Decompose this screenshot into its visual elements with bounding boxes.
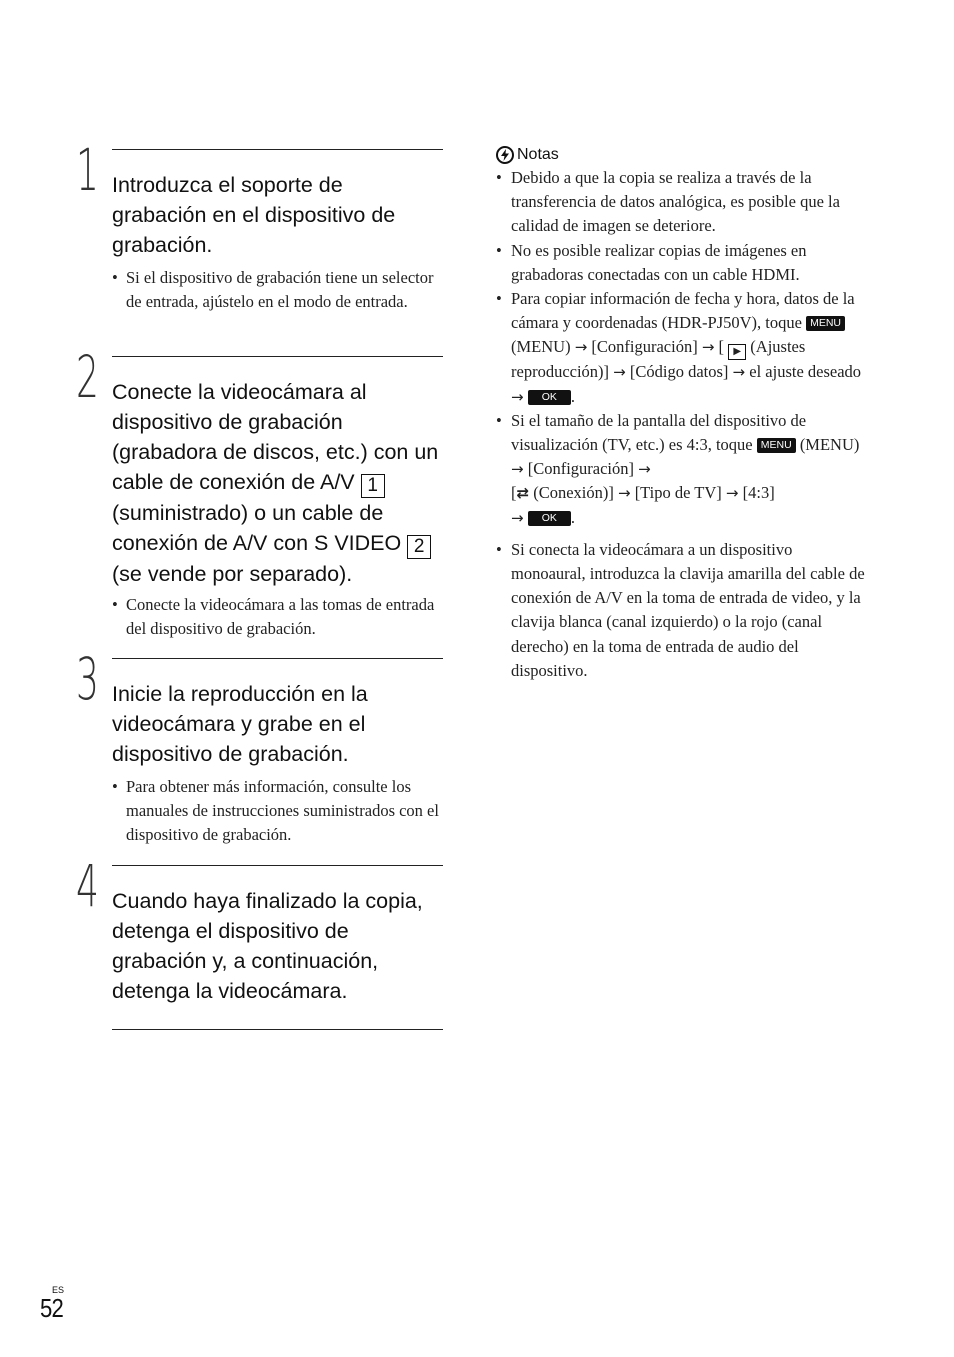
note-text: [Configuración] (591, 337, 698, 357)
note-text: [Tipo de TV] (634, 483, 722, 503)
arrow-right-icon: → (511, 460, 524, 479)
ok-button-icon: OK (528, 390, 571, 405)
box-number-2: 2 (407, 535, 431, 559)
step-title (112, 377, 442, 589)
arrow-right-icon: → (617, 484, 631, 503)
note-text: [4:3] (742, 483, 775, 503)
step-title-part: (suministrado) o un cable de conexión de A/V con S VIDEO (112, 501, 402, 555)
step-title-part: Conecte la videocámara al dispositivo de grabación (grabadora de discos, etc.) con un cable de conexión de A/V (112, 380, 439, 494)
notes-section (496, 144, 866, 683)
arrow-right-icon: → (638, 460, 651, 479)
menu-button-icon: MENU (757, 438, 796, 453)
arrow-right-icon: → (725, 484, 739, 503)
step-bullet: • Si el dispositivo de grabación tiene un selector de entrada, ajústelo en el modo de entrada. (112, 266, 448, 314)
arrow-right-icon: → (613, 363, 626, 382)
note-text: (MENU) (511, 337, 571, 357)
notes-heading-text: Notas (517, 146, 559, 163)
note-item: • Debido a que la copia se realiza a través de la transferencia de datos analógica, es posible que la calidad de imagen se deteriore. (496, 166, 866, 239)
note-text: Para copiar información de fecha y hora, datos de la cámara y coordenadas (HDR-PJ50V), toque (511, 289, 855, 333)
step-title: Introduzca el soporte de grabación en el dispositivo de grabación. (112, 173, 396, 257)
arrow-right-icon: → (511, 387, 524, 406)
note-text: [Configuración] (527, 459, 635, 479)
note-text: . (570, 507, 575, 527)
step-number: 1 (76, 136, 99, 204)
step-title: Inicie la reproducción en la videocámara y grabe en el dispositivo de grabación. (112, 682, 368, 766)
box-number-1: 1 (361, 474, 385, 498)
arrow-right-icon: → (574, 338, 588, 357)
notes-heading (496, 144, 866, 166)
note-text: . (570, 386, 575, 406)
step-bullet: • Para obtener más información, consulte los manuales de instrucciones suministrados con el dispositivo de grabación. (112, 775, 448, 848)
note-text: (Ajustes reproducción)] (511, 337, 806, 382)
notes-warning-icon (496, 146, 514, 164)
step-title-part: (se vende por separado). (112, 562, 353, 586)
step-divider (112, 356, 443, 357)
note-item (496, 287, 866, 409)
arrow-right-icon: → (701, 338, 715, 357)
note-item: • Si conecta la videocámara a un dispositivo monoaural, introduzca la clavija amarilla del cable de conexión de A/V en la toma de entrada de video, y la clavija blanca (canal izquierdo) o la rojo (canal derecho) en la toma de entrada de audio del dispositivo. (496, 538, 866, 683)
note-text: (Conexión)] (533, 483, 614, 503)
note-item: • No es posible realizar copias de imágenes en grabadoras conectadas con un cable HDMI. (496, 239, 866, 287)
playback-icon: ▶ (728, 344, 746, 360)
step-number: 3 (76, 645, 99, 713)
connection-icon: ⇄ (516, 484, 530, 503)
step-divider (112, 658, 443, 659)
step-divider (112, 865, 443, 866)
menu-button-icon: MENU (806, 316, 845, 331)
step-divider (112, 1029, 443, 1030)
page-language: ES (52, 1285, 65, 1295)
step-number: 4 (76, 852, 99, 920)
note-text: Si el tamaño de la pantalla del dispositivo de visualización (TV, etc.) es 4:3, toque (511, 410, 807, 455)
ok-button-icon: OK (528, 511, 571, 526)
page-number: 52 (40, 1293, 63, 1323)
note-text: [ (718, 337, 725, 357)
note-item (496, 409, 866, 530)
note-text: [ (511, 483, 517, 503)
note-text: el ajuste deseado (749, 362, 862, 382)
step-bullet: • Conecte la videocámara a las tomas de entrada del dispositivo de grabación. (112, 593, 448, 641)
note-text: [Código datos] (629, 362, 729, 382)
arrow-right-icon: → (511, 508, 524, 527)
note-text: (MENU) (799, 435, 860, 455)
arrow-right-icon: → (732, 363, 746, 382)
step-number: 2 (76, 343, 99, 411)
step-title: Cuando haya finalizado la copia, detenga el dispositivo de grabación y, a continuación, detenga la videocámara. (112, 889, 423, 1003)
step-divider (112, 149, 443, 150)
